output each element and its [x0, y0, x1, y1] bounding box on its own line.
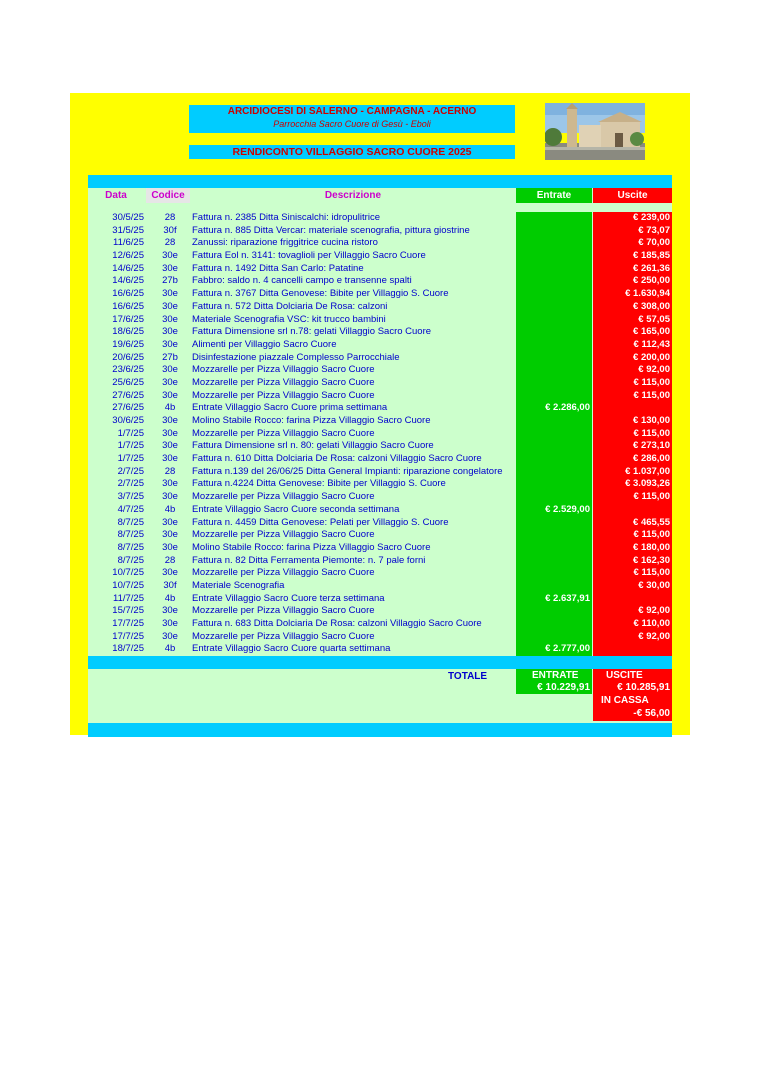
row-code: 30e [162, 288, 178, 300]
row-code: 27b [162, 275, 178, 287]
table-row [88, 415, 672, 428]
row-code: 30e [162, 338, 178, 350]
row-code: 30e [162, 326, 178, 338]
row-date: 11/7/25 [113, 592, 144, 604]
row-expense: € 273,10 [593, 440, 672, 453]
row-code: 4b [164, 402, 176, 414]
row-description: Materiale Scenografia [192, 579, 285, 591]
cash-value: -€ 56,00 [633, 708, 670, 720]
row-date: 27/6/25 [112, 402, 144, 414]
row-date: 16/6/25 [112, 300, 144, 312]
row-income [516, 377, 592, 390]
row-code: 30e [162, 529, 178, 541]
row-income: € 2.637,91 [516, 593, 592, 606]
row-description: Fattura Eol n. 3141: tovaglioli per Villaggio Sacro Cuore [192, 250, 426, 262]
row-description: Mozzarelle per Pizza Villaggio Sacro Cuore [192, 567, 375, 579]
table-row [88, 542, 672, 555]
row-description: Fattura n. 683 Ditta Dolciaria De Rosa: calzoni Villaggio Sacro Cuore [192, 618, 482, 629]
row-income [516, 428, 592, 441]
row-expense [593, 593, 672, 606]
table-row [88, 555, 672, 568]
row-description: Mozzarelle per Pizza Villaggio Sacro Cuore [192, 389, 375, 401]
row-expense: € 112,43 [593, 339, 672, 352]
row-income [516, 466, 592, 479]
row-code: 30e [162, 415, 178, 426]
row-code: 30e [162, 630, 178, 642]
row-description: Fattura n.4224 Ditta Genovese: Bibite per Villaggio S. Cuore [192, 478, 446, 490]
row-income [516, 555, 592, 568]
row-description: Fattura n. 2385 Ditta Siniscalchi: idropulitrice [192, 212, 380, 223]
row-date: 14/6/25 [112, 262, 144, 274]
row-expense: € 115,00 [593, 377, 672, 390]
row-description: Entrate Villaggio Sacro Cuore seconda settimana [192, 503, 400, 515]
row-code: 30e [162, 605, 178, 617]
row-income [516, 250, 592, 263]
row-income: € 2.286,00 [516, 402, 592, 415]
row-expense: € 162,30 [593, 555, 672, 568]
row-date: 18/7/25 [112, 643, 144, 655]
table-row [88, 631, 672, 644]
row-expense: € 239,00 [593, 212, 672, 225]
row-code: 4b [164, 592, 176, 604]
income-total-value: € 10.229,91 [537, 682, 590, 694]
row-expense: € 92,00 [593, 605, 672, 618]
row-date: 1/7/25 [117, 453, 144, 465]
table-row [88, 326, 672, 339]
row-income [516, 542, 592, 555]
row-code: 30e [162, 567, 178, 579]
row-code: 30e [162, 478, 178, 490]
row-date: 20/6/25 [112, 351, 144, 363]
row-income [516, 288, 592, 301]
row-code: 30e [162, 427, 178, 439]
row-date: 15/7/25 [112, 605, 144, 617]
row-expense: € 1.630,94 [593, 288, 672, 301]
table-row [88, 314, 672, 327]
table-row [88, 212, 672, 225]
row-expense: € 115,00 [593, 491, 672, 504]
row-income [516, 605, 592, 618]
row-description: Fabbro: saldo n. 4 cancelli campo e transenne spalti [192, 275, 412, 287]
row-income [516, 529, 592, 542]
table-row [88, 580, 672, 593]
row-expense: € 110,00 [593, 618, 672, 631]
row-expense: € 180,00 [593, 542, 672, 555]
row-expense: € 130,00 [593, 415, 672, 428]
row-description: Fattura n. 82 Ditta Ferramenta Piemonte: n. 7 pale forni [192, 554, 426, 566]
row-date: 3/7/25 [117, 491, 144, 503]
row-description: Fattura n. 1492 Ditta San Carlo: Patatine [192, 262, 364, 274]
row-date: 2/7/25 [117, 478, 144, 490]
row-description: Mozzarelle per Pizza Villaggio Sacro Cuore [192, 529, 375, 541]
table-row [88, 364, 672, 377]
bottom-bar [88, 723, 672, 737]
row-description: Fattura n.139 del 26/06/25 Ditta General Impianti: riparazione congelatore [192, 465, 503, 477]
table-row [88, 339, 672, 352]
table-row [88, 250, 672, 263]
row-description: Fattura n. 4459 Ditta Genovese: Pelati per Villaggio S. Cuore [192, 516, 449, 528]
ledger-table [88, 175, 672, 737]
table-row [88, 352, 672, 365]
row-code: 28 [164, 554, 176, 566]
table-row [88, 618, 672, 631]
table-row [88, 288, 672, 301]
row-date: 30/6/25 [112, 415, 144, 426]
row-description: Entrate Villaggio Sacro Cuore quarta settimana [192, 643, 391, 655]
row-date: 2/7/25 [117, 465, 144, 477]
row-description: Fattura n. 610 Ditta Dolciaria De Rosa: calzoni Villaggio Sacro Cuore [192, 453, 482, 465]
row-description: Entrate Villaggio Sacro Cuore prima settimana [192, 402, 388, 414]
top-bar [88, 175, 672, 188]
row-expense: € 261,36 [593, 263, 672, 276]
row-description: Molino Stabile Rocco: farina Pizza Villaggio Sacro Cuore [192, 415, 431, 426]
row-code: 30e [162, 262, 178, 274]
row-expense: € 185,85 [593, 250, 672, 263]
col-header-out: Uscite [593, 188, 672, 203]
table-row [88, 428, 672, 441]
row-code: 4b [164, 643, 176, 655]
row-income [516, 212, 592, 225]
table-row [88, 390, 672, 403]
organization-name: ARCIDIOCESI DI SALERNO - CAMPAGNA - ACERNO [227, 106, 477, 117]
row-description: Fattura Dimensione srl n. 80: gelati Villaggio Sacro Cuore [192, 440, 434, 452]
row-income [516, 352, 592, 365]
col-header-in: Entrate [516, 188, 592, 203]
table-row [88, 567, 672, 580]
row-code: 30e [162, 516, 178, 528]
row-income [516, 301, 592, 314]
table-row [88, 301, 672, 314]
row-description: Fattura n. 572 Ditta Dolciaria De Rosa: calzoni [192, 300, 388, 312]
row-date: 11/6/25 [113, 237, 144, 249]
row-expense [593, 402, 672, 415]
row-income [516, 631, 592, 644]
row-description: Fattura Dimensione srl n.78: gelati Villaggio Sacro Cuore [192, 326, 432, 338]
row-code: 30e [162, 250, 178, 262]
row-expense: € 115,00 [593, 428, 672, 441]
row-date: 14/6/25 [112, 275, 144, 287]
row-code: 30e [162, 300, 178, 312]
row-expense: € 115,00 [593, 390, 672, 403]
totals-bar [88, 656, 672, 669]
row-description: Mozzarelle per Pizza Villaggio Sacro Cuore [192, 491, 375, 503]
row-date: 1/7/25 [117, 427, 144, 439]
row-date: 17/7/25 [112, 618, 144, 629]
row-description: Mozzarelle per Pizza Villaggio Sacro Cuore [192, 376, 375, 388]
row-expense: € 92,00 [593, 364, 672, 377]
row-date: 17/6/25 [112, 313, 144, 325]
row-code: 27b [162, 351, 178, 363]
row-expense [593, 504, 672, 517]
row-income [516, 364, 592, 377]
row-description: Mozzarelle per Pizza Villaggio Sacro Cuore [192, 427, 375, 439]
expense-total-label: USCITE [606, 670, 643, 682]
row-date: 30/5/25 [112, 212, 144, 223]
report-sheet [70, 93, 690, 735]
row-expense: € 1.037,00 [593, 466, 672, 479]
table-row [88, 504, 672, 517]
row-date: 8/7/25 [117, 554, 144, 566]
row-income [516, 567, 592, 580]
col-header-date: Data [105, 190, 127, 201]
row-code: 30f [163, 224, 177, 236]
header-spacer [88, 203, 672, 212]
table-row [88, 529, 672, 542]
report-title-box [189, 145, 515, 159]
row-date: 12/6/25 [112, 250, 144, 262]
row-income: € 2.777,00 [516, 643, 592, 656]
row-code: 30e [162, 389, 178, 401]
row-description: Molino Stabile Rocco: farina Pizza Villaggio Sacro Cuore [192, 541, 431, 553]
row-code: 28 [164, 465, 176, 477]
row-code: 30e [162, 491, 178, 503]
row-code: 30e [162, 313, 178, 325]
col-header-desc: Descrizione [324, 190, 382, 201]
row-income [516, 415, 592, 428]
table-row [88, 275, 672, 288]
organization-header [189, 105, 515, 133]
row-description: Mozzarelle per Pizza Villaggio Sacro Cuore [192, 605, 375, 617]
row-date: 1/7/25 [117, 440, 144, 452]
table-row [88, 402, 672, 415]
row-date: 19/6/25 [112, 338, 144, 350]
table-row [88, 225, 672, 238]
row-description: Zanussi: riparazione friggitrice cucina ristoro [192, 237, 378, 249]
row-income [516, 580, 592, 593]
row-income [516, 390, 592, 403]
row-date: 10/7/25 [112, 579, 144, 591]
row-code: 30e [162, 618, 178, 629]
row-date: 8/7/25 [117, 529, 144, 541]
totals-label: TOTALE [448, 671, 488, 683]
col-header-code: Codice [146, 188, 190, 203]
row-description: Materiale Scenografia VSC: kit trucco bambini [192, 313, 386, 325]
table-row [88, 237, 672, 250]
parish-name: Parrocchia Sacro Cuore di Gesù - Eboli [273, 119, 431, 129]
totals-section [88, 669, 672, 723]
row-expense: € 73,07 [593, 225, 672, 238]
row-code: 30e [162, 541, 178, 553]
row-code: 4b [164, 503, 176, 515]
table-row [88, 440, 672, 453]
table-row [88, 593, 672, 606]
row-description: Disinfestazione piazzale Complesso Parrocchiale [192, 351, 400, 363]
table-row [88, 517, 672, 530]
row-date: 18/6/25 [112, 326, 144, 338]
expense-total-value: € 10.285,91 [617, 682, 670, 694]
row-income [516, 478, 592, 491]
row-income: € 2.529,00 [516, 504, 592, 517]
table-row [88, 478, 672, 491]
table-row [88, 643, 672, 656]
row-description: Alimenti per Villaggio Sacro Cuore [192, 338, 337, 350]
row-date: 31/5/25 [112, 224, 144, 236]
income-total-label: ENTRATE [532, 670, 579, 682]
row-expense: € 165,00 [593, 326, 672, 339]
row-income [516, 453, 592, 466]
row-code: 30e [162, 364, 178, 376]
row-description: Fattura n. 885 Ditta Vercar: materiale scenografia, pittura giostrine [192, 224, 470, 236]
row-expense: € 308,00 [593, 301, 672, 314]
table-row [88, 605, 672, 618]
row-code: 30e [162, 453, 178, 465]
row-code: 28 [164, 212, 176, 223]
row-expense: € 70,00 [593, 237, 672, 250]
report-title: RENDICONTO VILLAGGIO SACRO CUORE 2025 [232, 146, 472, 158]
row-expense: € 115,00 [593, 567, 672, 580]
row-expense: € 200,00 [593, 352, 672, 365]
row-income [516, 339, 592, 352]
ledger-rows [88, 212, 672, 656]
row-expense: € 92,00 [593, 631, 672, 644]
row-code: 30f [163, 579, 177, 591]
row-description: Entrate Villaggio Sacro Cuore terza settimana [192, 592, 385, 604]
row-description: Fattura n. 3767 Ditta Genovese: Bibite per Villaggio S. Cuore [192, 288, 449, 300]
row-expense: € 3.093,26 [593, 478, 672, 491]
row-date: 4/7/25 [117, 503, 144, 515]
row-date: 8/7/25 [117, 541, 144, 553]
row-code: 28 [164, 237, 176, 249]
row-income [516, 618, 592, 631]
row-code: 30e [162, 440, 178, 452]
row-income [516, 275, 592, 288]
table-row [88, 263, 672, 276]
table-row [88, 466, 672, 479]
table-header [88, 188, 672, 203]
row-expense [593, 643, 672, 656]
row-income [516, 491, 592, 504]
row-income [516, 225, 592, 238]
row-date: 23/6/25 [112, 364, 144, 376]
table-row [88, 491, 672, 504]
cash-label: IN CASSA [601, 695, 649, 707]
row-income [516, 263, 592, 276]
row-income [516, 517, 592, 530]
row-income [516, 326, 592, 339]
row-expense: € 30,00 [593, 580, 672, 593]
row-date: 17/7/25 [112, 630, 144, 642]
row-expense: € 250,00 [593, 275, 672, 288]
row-date: 10/7/25 [112, 567, 144, 579]
row-expense: € 115,00 [593, 529, 672, 542]
row-income [516, 440, 592, 453]
row-description: Mozzarelle per Pizza Villaggio Sacro Cuore [192, 364, 375, 376]
row-expense: € 57,05 [593, 314, 672, 327]
table-row [88, 453, 672, 466]
row-description: Mozzarelle per Pizza Villaggio Sacro Cuore [192, 630, 375, 642]
table-row [88, 377, 672, 390]
row-income [516, 314, 592, 327]
church-photo [545, 103, 645, 160]
row-expense: € 465,55 [593, 517, 672, 530]
row-date: 16/6/25 [112, 288, 144, 300]
row-date: 25/6/25 [112, 376, 144, 388]
row-code: 30e [162, 376, 178, 388]
row-expense: € 286,00 [593, 453, 672, 466]
row-date: 8/7/25 [117, 516, 144, 528]
row-income [516, 237, 592, 250]
row-date: 27/6/25 [112, 389, 144, 401]
